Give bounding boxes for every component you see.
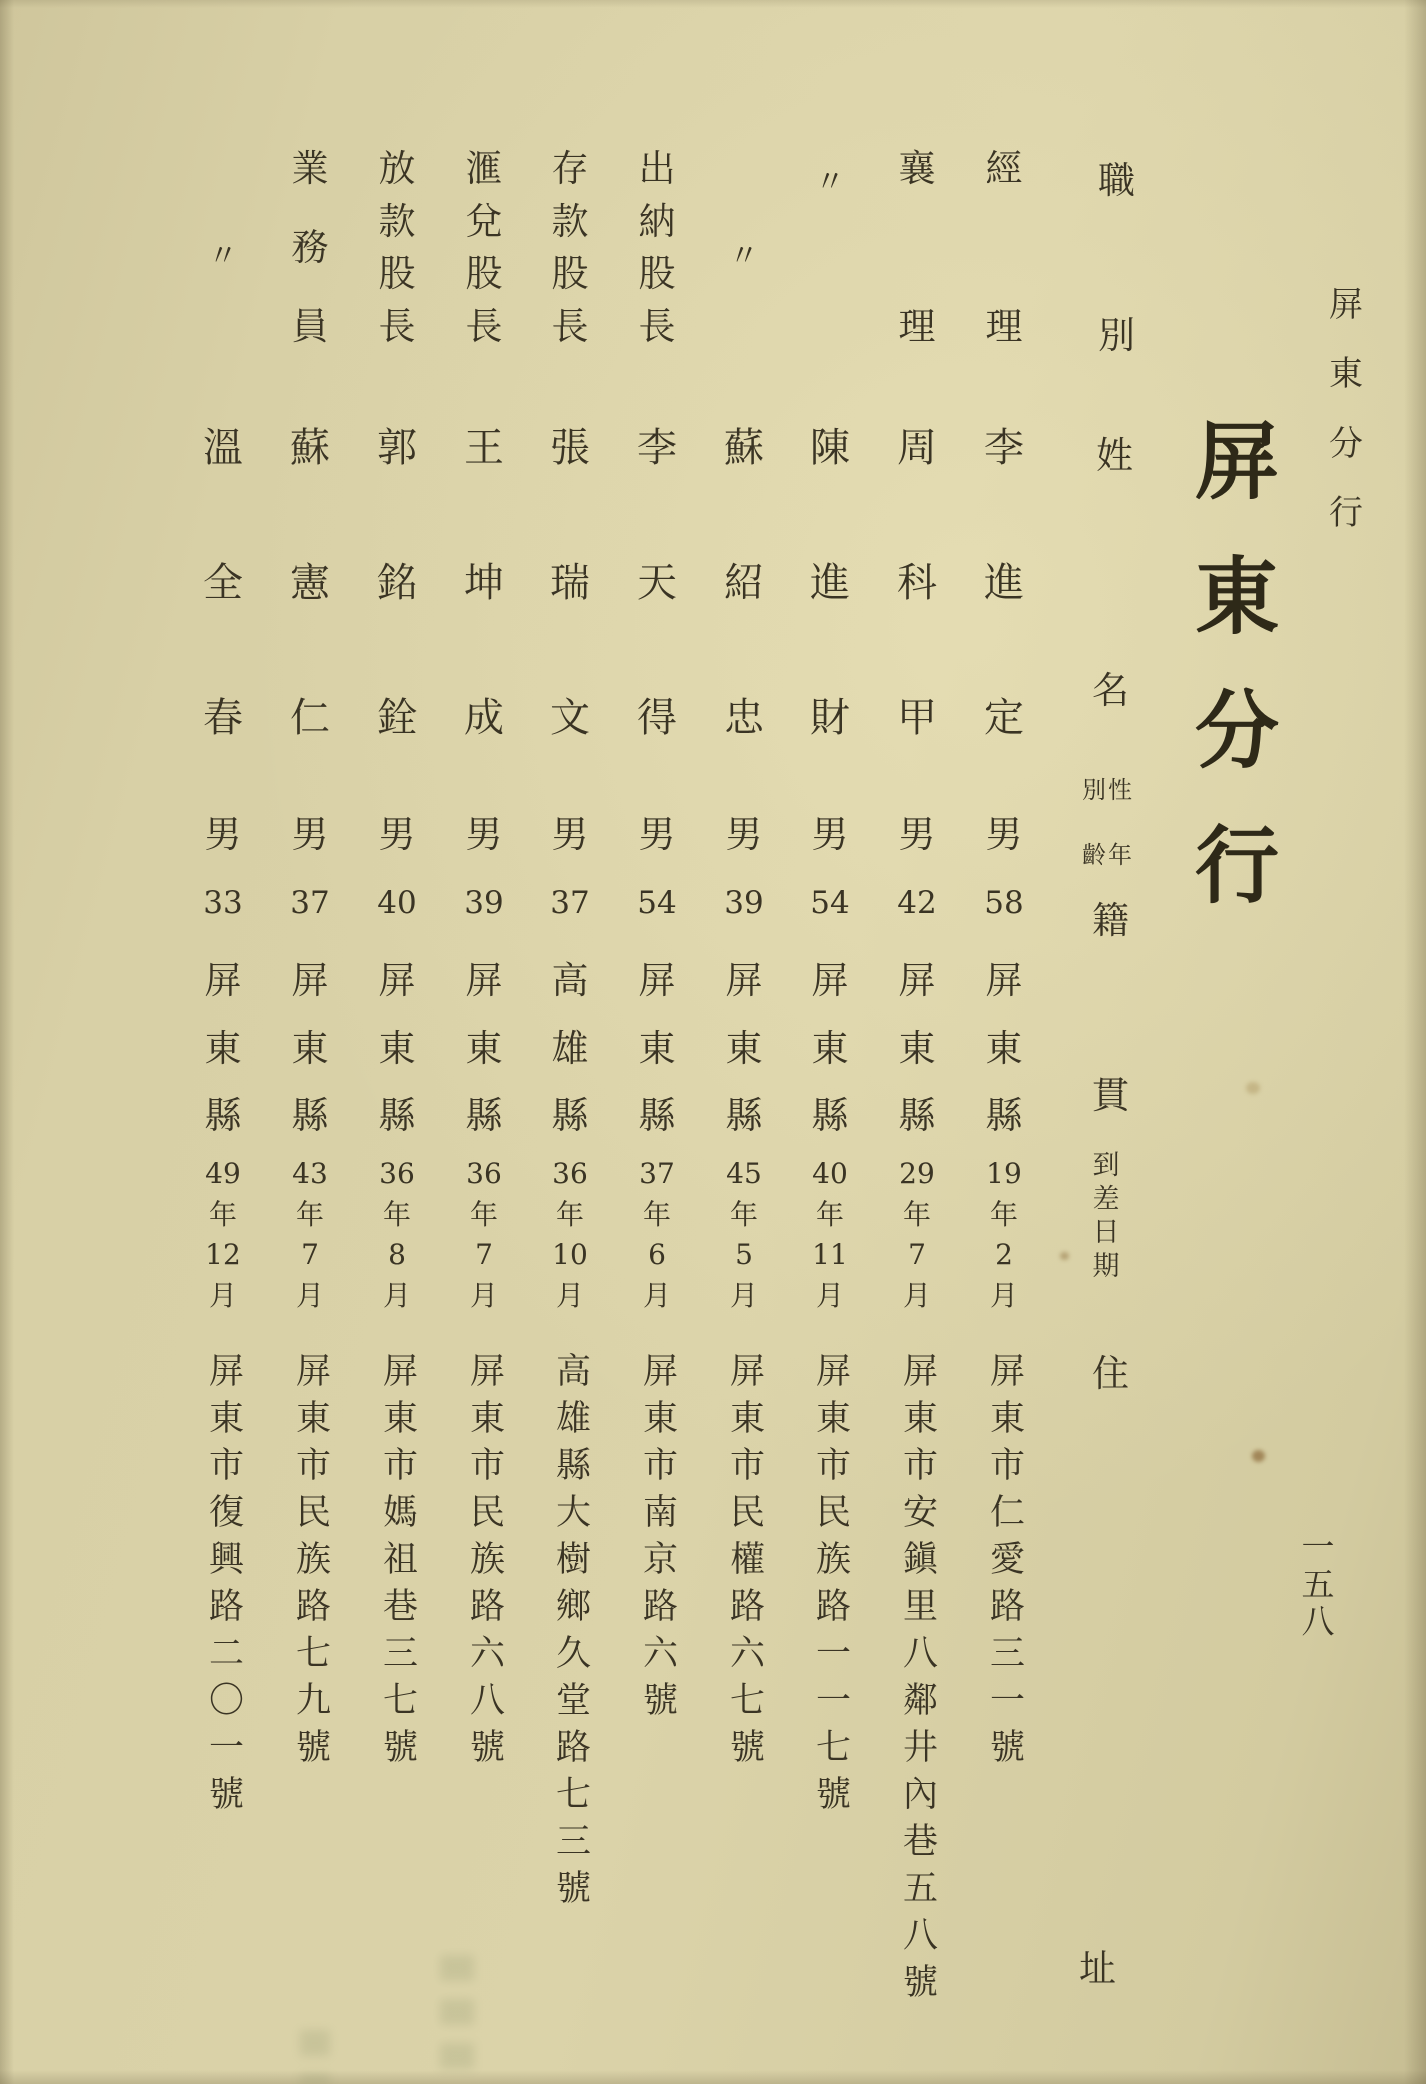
char: 長	[378, 304, 416, 348]
month-char: 月	[902, 1278, 931, 1312]
arrival-month: 10	[552, 1238, 588, 1272]
native-place	[700, 959, 788, 1137]
column-header-arrival-date	[1092, 1152, 1120, 1280]
char: 銘	[377, 560, 417, 606]
char: 東	[898, 1026, 936, 1070]
sex-label: 男	[378, 813, 416, 856]
staff-column	[613, 0, 701, 2084]
char: 差	[1092, 1183, 1120, 1215]
arrival-year: 45	[726, 1157, 762, 1190]
age-value: 54	[637, 885, 677, 921]
native-place	[526, 959, 614, 1137]
char: 縣	[551, 1094, 589, 1137]
month-char: 月	[208, 1278, 237, 1312]
char: 瑞	[550, 560, 590, 606]
char: 長	[551, 304, 589, 348]
char: 縣	[985, 1094, 1023, 1137]
char: 屏	[465, 959, 503, 1002]
sex-label: 男	[725, 813, 763, 856]
address: 屏東市民族路一一七號	[810, 1352, 851, 1822]
year-char: 年	[642, 1197, 671, 1231]
char: 縣	[291, 1094, 329, 1137]
char: 理	[985, 305, 1023, 348]
char: 李	[984, 425, 1024, 471]
char: 縣	[638, 1094, 676, 1137]
char: 忠	[724, 695, 764, 741]
char: 員	[291, 305, 329, 348]
month-char: 月	[555, 1278, 584, 1312]
native-place	[440, 959, 528, 1137]
position-label	[873, 147, 961, 348]
native-place	[179, 959, 267, 1137]
address: 高雄縣大樹鄉久堂路七三號	[550, 1352, 591, 1916]
char: 東	[204, 1026, 242, 1070]
arrival-month: 7	[301, 1238, 319, 1272]
page-title	[1193, 412, 1281, 915]
char: 張	[550, 425, 590, 471]
staff-name	[353, 425, 441, 741]
month-char: 月	[989, 1278, 1018, 1312]
address: 屏東市安鎭里八鄰井內巷五八號	[897, 1352, 938, 2010]
staff-column	[526, 0, 614, 2084]
column-header-pair: 齡年	[1082, 841, 1134, 869]
arrival-month: 5	[735, 1238, 753, 1272]
year-char: 年	[989, 1197, 1018, 1231]
staff-name	[266, 425, 354, 741]
char: 東	[1329, 354, 1363, 395]
staff-name	[613, 425, 701, 741]
char: 滙	[465, 147, 503, 190]
char: 行	[1329, 492, 1363, 533]
arrival-date	[786, 1157, 874, 1312]
column-header-char: 職	[1098, 159, 1135, 202]
char: 高	[551, 959, 589, 1002]
char: 股	[465, 252, 503, 296]
staff-name	[786, 425, 874, 741]
page-edge-shadow-left	[0, 0, 14, 2084]
position-label	[526, 147, 614, 348]
char: 東	[811, 1026, 849, 1070]
char: 東	[1194, 546, 1279, 646]
char: 股	[378, 252, 416, 296]
position-ditto-mark: 〃	[729, 239, 759, 274]
char: 仁	[290, 695, 330, 741]
char: 屏	[1194, 412, 1279, 511]
char: 屏	[898, 959, 936, 1002]
staff-name	[960, 425, 1048, 741]
age-value: 58	[984, 885, 1024, 921]
arrival-date	[700, 1157, 788, 1312]
char: 得	[637, 695, 677, 741]
char: 春	[203, 695, 243, 741]
char: 銓	[377, 695, 417, 741]
char: 業	[291, 147, 329, 190]
year-char: 年	[555, 1197, 584, 1231]
char: 成	[464, 695, 504, 741]
staff-name	[526, 425, 614, 741]
arrival-year: 40	[812, 1157, 848, 1190]
month-char: 月	[729, 1278, 758, 1312]
char: 坤	[464, 560, 504, 606]
address: 屏東市民族路六八號	[464, 1352, 505, 1775]
age-value: 54	[810, 885, 850, 921]
arrival-date	[179, 1157, 267, 1312]
char: 縣	[204, 1094, 242, 1137]
year-char: 年	[295, 1197, 324, 1231]
char: 襄	[898, 147, 936, 190]
char: 放	[378, 147, 416, 190]
arrival-year: 36	[466, 1157, 502, 1190]
char: 憲	[290, 560, 330, 606]
char: 縣	[898, 1094, 936, 1137]
staff-name	[179, 425, 267, 741]
arrival-year: 36	[379, 1157, 415, 1190]
char: 東	[985, 1026, 1023, 1070]
position-label	[440, 147, 528, 348]
arrival-year: 37	[639, 1157, 675, 1190]
month-char: 月	[382, 1278, 411, 1312]
char: 出	[638, 147, 676, 190]
age-value: 33	[203, 885, 243, 921]
arrival-year: 49	[205, 1157, 241, 1190]
char: 縣	[811, 1094, 849, 1137]
char: 存	[551, 147, 589, 190]
native-place	[613, 959, 701, 1137]
year-char: 年	[382, 1197, 411, 1231]
native-place	[353, 959, 441, 1137]
arrival-year: 29	[899, 1157, 935, 1190]
char: 屏	[378, 959, 416, 1002]
char: 雄	[551, 1026, 589, 1070]
char: 款	[378, 199, 416, 243]
char: 東	[638, 1026, 676, 1070]
sex-label: 男	[465, 813, 503, 856]
char: 天	[637, 560, 677, 606]
paper-stain	[1246, 1082, 1260, 1094]
age-value: 37	[550, 885, 590, 921]
char: 東	[378, 1026, 416, 1070]
char: 縣	[725, 1094, 763, 1137]
char: 股	[638, 252, 676, 296]
arrival-month: 7	[908, 1238, 926, 1272]
year-char: 年	[902, 1197, 931, 1231]
column-header-pair: 別性	[1082, 776, 1134, 804]
staff-column	[700, 0, 788, 2084]
char: 八	[1301, 1602, 1335, 1641]
column-header-char: 貫	[1092, 1074, 1129, 1117]
staff-name	[700, 425, 788, 741]
sex-label: 男	[811, 813, 849, 856]
char: 股	[551, 252, 589, 296]
column-header-char: 住	[1092, 1352, 1129, 1395]
arrival-month: 12	[205, 1238, 241, 1272]
char: 務	[291, 226, 329, 269]
char: 甲	[897, 695, 937, 741]
staff-column	[179, 0, 267, 2084]
age-value: 42	[897, 885, 937, 921]
arrival-date	[440, 1157, 528, 1312]
sex-label: 男	[985, 813, 1023, 856]
char: 行	[1194, 815, 1279, 915]
arrival-year: 36	[552, 1157, 588, 1190]
arrival-year: 19	[986, 1157, 1022, 1190]
address: 屏東市媽祖巷三七號	[377, 1352, 418, 1775]
char: 進	[984, 560, 1024, 606]
char: 期	[1092, 1250, 1120, 1282]
month-char: 月	[295, 1278, 324, 1312]
sex-label: 男	[551, 813, 589, 856]
char: 屏	[204, 959, 242, 1002]
page-edge-shadow-right	[1404, 0, 1426, 2084]
column-header-char: 姓	[1096, 434, 1133, 477]
staff-column	[786, 0, 874, 2084]
char: 分	[1194, 681, 1279, 781]
char: 定	[984, 695, 1024, 741]
char: 屏	[638, 959, 676, 1002]
char: 東	[291, 1026, 329, 1070]
arrival-date	[873, 1157, 961, 1312]
char: 分	[1329, 423, 1363, 464]
position-label	[613, 147, 701, 348]
year-char: 年	[469, 1197, 498, 1231]
char: 李	[637, 425, 677, 471]
paper-stain	[1060, 1252, 1069, 1260]
char: 溫	[203, 425, 243, 471]
age-value: 37	[290, 885, 330, 921]
column-header-char: 籍	[1092, 899, 1129, 942]
arrival-date	[353, 1157, 441, 1312]
char: 屏	[725, 959, 763, 1002]
year-char: 年	[208, 1197, 237, 1231]
sex-label: 男	[898, 813, 936, 856]
char: 郭	[377, 425, 417, 471]
arrival-month: 8	[388, 1238, 406, 1272]
char: 日	[1092, 1217, 1120, 1249]
staff-column	[960, 0, 1048, 2084]
position-label	[960, 147, 1048, 348]
char: 到	[1092, 1150, 1120, 1181]
char: 東	[465, 1026, 503, 1070]
char: 陳	[810, 425, 850, 471]
sex-label: 男	[291, 813, 329, 856]
arrival-date	[526, 1157, 614, 1312]
position-ditto-mark: 〃	[815, 165, 845, 200]
native-place	[266, 959, 354, 1137]
char: 屏	[811, 959, 849, 1002]
year-char: 年	[815, 1197, 844, 1231]
char: 東	[725, 1026, 763, 1070]
native-place	[873, 959, 961, 1137]
arrival-month: 2	[995, 1238, 1013, 1272]
char: 周	[897, 425, 937, 471]
arrival-date	[960, 1157, 1048, 1312]
staff-name	[873, 425, 961, 741]
address: 屏東市民權路六七號	[724, 1352, 765, 1775]
page-number	[1300, 1527, 1336, 1641]
char: 文	[550, 695, 590, 741]
char: 長	[638, 304, 676, 348]
char: 屏	[1329, 285, 1363, 325]
char: 蘇	[290, 425, 330, 471]
sex-label: 男	[204, 813, 242, 856]
month-char: 月	[469, 1278, 498, 1312]
staff-column	[266, 0, 354, 2084]
char: 蘇	[724, 425, 764, 471]
char: 縣	[378, 1094, 416, 1137]
native-place	[786, 959, 874, 1137]
char: 一	[1301, 1527, 1335, 1566]
staff-column	[353, 0, 441, 2084]
char: 屏	[985, 959, 1023, 1002]
char: 款	[551, 199, 589, 243]
char: 長	[465, 304, 503, 348]
sex-label: 男	[638, 813, 676, 856]
char: 兌	[465, 199, 503, 243]
address: 屏東市南京路六號	[637, 1352, 678, 1728]
staff-column	[873, 0, 961, 2084]
char: 科	[897, 560, 937, 606]
char: 財	[810, 695, 850, 741]
position-label	[266, 147, 354, 348]
char: 縣	[465, 1094, 503, 1137]
arrival-date	[266, 1157, 354, 1312]
char: 全	[203, 560, 243, 606]
age-value: 39	[724, 885, 764, 921]
char: 五	[1301, 1564, 1335, 1604]
char: 理	[898, 305, 936, 348]
column-header-char: 別	[1098, 314, 1135, 357]
address: 屏東市復興路二〇一號	[203, 1352, 244, 1822]
month-char: 月	[815, 1278, 844, 1312]
column-header-char: 名	[1092, 669, 1129, 712]
column-header-char: 址	[1079, 1947, 1116, 1990]
arrival-month: 7	[475, 1238, 493, 1272]
char: 屏	[291, 959, 329, 1002]
staff-name	[440, 425, 528, 741]
year-char: 年	[729, 1197, 758, 1231]
age-value: 40	[377, 885, 417, 921]
arrival-year: 43	[292, 1157, 328, 1190]
staff-column	[440, 0, 528, 2084]
char: 紹	[724, 560, 764, 606]
position-label	[353, 147, 441, 348]
arrival-month: 11	[812, 1238, 848, 1272]
running-head	[1328, 285, 1364, 533]
address: 屏東市仁愛路三一號	[984, 1352, 1025, 1775]
arrival-date	[613, 1157, 701, 1312]
month-char: 月	[642, 1278, 671, 1312]
char: 納	[638, 199, 676, 243]
native-place	[960, 959, 1048, 1137]
position-ditto-mark: 〃	[208, 239, 238, 274]
char: 經	[985, 147, 1023, 190]
address: 屏東市民族路七九號	[290, 1352, 331, 1775]
paper-stain	[1252, 1450, 1265, 1462]
age-value: 39	[464, 885, 504, 921]
char: 進	[810, 560, 850, 606]
char: 王	[464, 425, 504, 471]
arrival-month: 6	[648, 1238, 666, 1272]
